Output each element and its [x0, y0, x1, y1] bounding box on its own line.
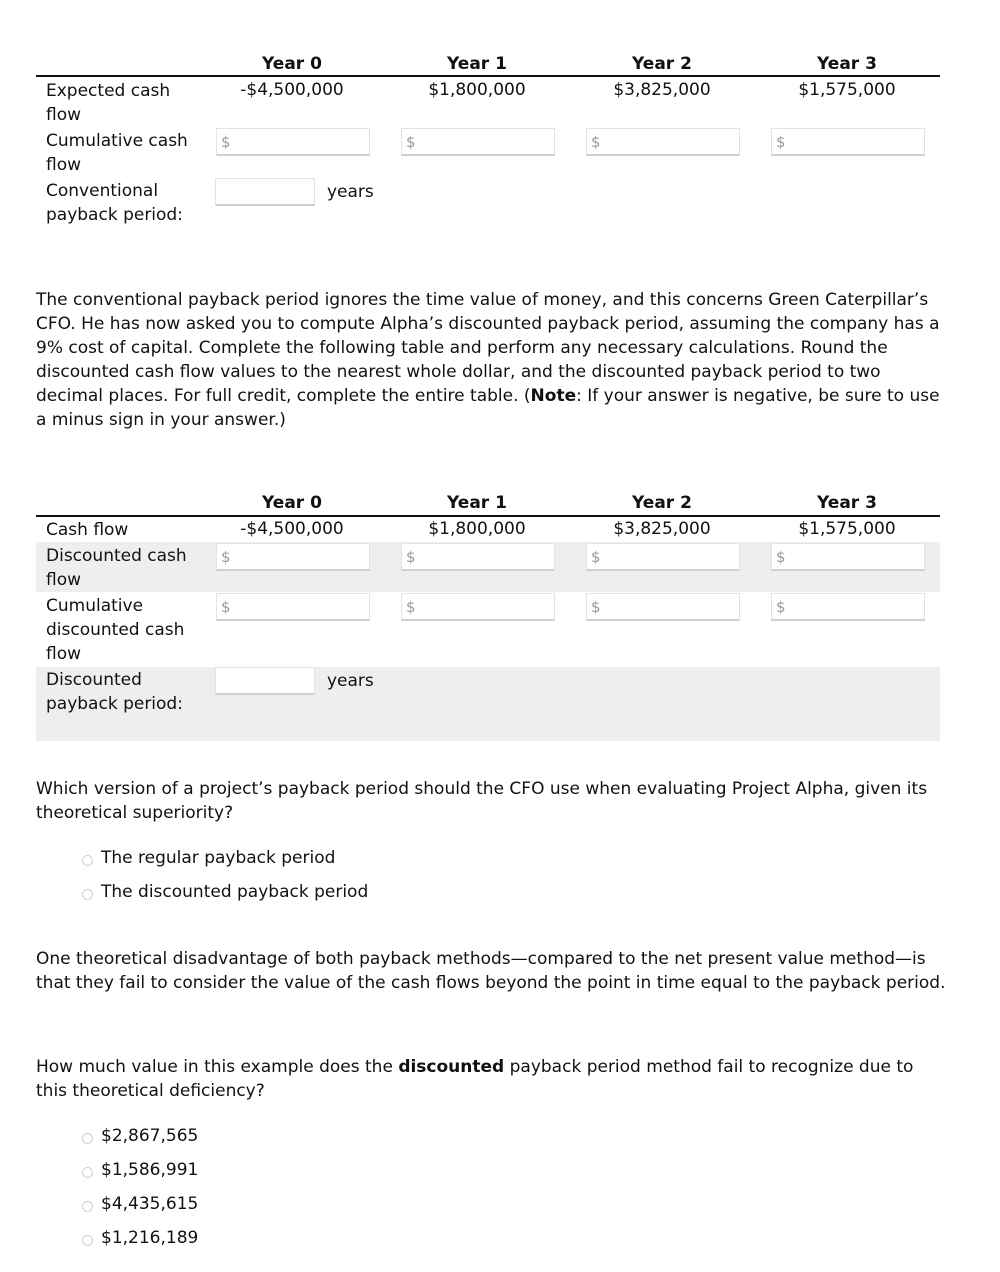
dollar-prefix: $	[591, 133, 601, 151]
cumulative-cash-flow-year-1-input[interactable]	[401, 128, 555, 156]
expected-cash-flow-year-3: $1,575,000	[798, 80, 896, 100]
radio-button-icon[interactable]	[82, 1133, 93, 1144]
cumulative-discounted-year-1-input[interactable]	[401, 593, 555, 621]
header-year-0: Year 0	[262, 493, 322, 513]
dollar-prefix: $	[406, 548, 416, 566]
cash-flow-year-1: $1,800,000	[428, 519, 526, 539]
instructions-paragraph	[36, 288, 946, 432]
cash-flow-year-3: $1,575,000	[798, 519, 896, 539]
dollar-prefix: $	[221, 598, 231, 616]
row-label-cumulative-discounted: Cumulative discounted cash flow	[46, 596, 185, 664]
row-label-discounted-cash-flow: Discounted cash flow	[46, 546, 187, 590]
question-unrecognized-value	[36, 1055, 946, 1103]
header-year-0: Year 0	[262, 54, 322, 74]
expected-cash-flow-year-1: $1,800,000	[428, 80, 526, 100]
option-value-4[interactable]	[82, 1228, 198, 1248]
question-text: How much value in this example does the	[36, 1057, 399, 1077]
dollar-prefix: $	[776, 598, 786, 616]
discounted-payback-unit: years	[327, 671, 374, 691]
header-year-1: Year 1	[447, 54, 507, 74]
dollar-prefix: $	[221, 133, 231, 151]
cash-flow-year-2: $3,825,000	[613, 519, 711, 539]
question-payback-version: Which version of a project’s payback period should the CFO use when evaluating Project Alpha, given its theoretical superiority?	[36, 779, 928, 823]
instructions-note-text: : If your answer is negative, be sure to use a minus sign in your answer.)	[36, 386, 940, 430]
row-label-discounted-payback: Discounted payback period:	[46, 670, 183, 714]
row-label-expected-cash-flow: Expected cash flow	[46, 81, 171, 125]
header-rule	[36, 75, 940, 77]
instructions-text: The conventional payback period ignores the time value of money, and this concerns Green Caterpillar’s CFO. He has now asked you to compute Alpha’s discounted payback period, assuming the company has a 9% cost of capital. Complete the following table and perform any necessary calculations. Round the discounted cash flow values to the nearest whole dollar, and the discounted payback period to two decimal places. For full credit, complete the entire table. (	[36, 290, 940, 406]
cumulative-cash-flow-year-2-input[interactable]	[586, 128, 740, 156]
radio-button-icon[interactable]	[82, 889, 93, 900]
discounted-cash-flow-year-0-input[interactable]	[216, 543, 370, 571]
dollar-prefix: $	[591, 598, 601, 616]
option-label: The regular payback period	[101, 848, 336, 868]
option-label: $4,435,615	[101, 1194, 199, 1214]
conventional-payback-unit: years	[327, 182, 374, 202]
option-label: $1,216,189	[101, 1228, 199, 1248]
option-value-1[interactable]	[82, 1126, 198, 1146]
header-year-2: Year 2	[632, 493, 692, 513]
radio-button-icon[interactable]	[82, 1167, 93, 1178]
cumulative-discounted-year-3-input[interactable]	[771, 593, 925, 621]
cumulative-discounted-year-0-input[interactable]	[216, 593, 370, 621]
dollar-prefix: $	[776, 133, 786, 151]
discounted-cash-flow-year-2-input[interactable]	[586, 543, 740, 571]
disadvantage-paragraph: One theoretical disadvantage of both payback methods—compared to the net present value method—is that they fail to consider the value of the cash flows beyond the point in time equal to the payback period.	[36, 949, 946, 993]
radio-button-icon[interactable]	[82, 855, 93, 866]
dollar-prefix: $	[406, 598, 416, 616]
expected-cash-flow-year-2: $3,825,000	[613, 80, 711, 100]
cash-flow-year-0: -$4,500,000	[240, 519, 344, 539]
conventional-payback-input[interactable]	[215, 178, 315, 206]
header-year-3: Year 3	[817, 54, 877, 74]
radio-button-icon[interactable]	[82, 1201, 93, 1212]
header-rule	[36, 515, 940, 517]
dollar-prefix: $	[221, 548, 231, 566]
row-label-conventional-payback: Conventional payback period:	[46, 181, 183, 225]
question-text-end: payback period method fail to recognize due to this theoretical deficiency?	[36, 1057, 914, 1101]
radio-button-icon[interactable]	[82, 1235, 93, 1246]
row-label-cash-flow: Cash flow	[46, 520, 129, 540]
header-year-3: Year 3	[817, 493, 877, 513]
dollar-prefix: $	[406, 133, 416, 151]
dollar-prefix: $	[591, 548, 601, 566]
dollar-prefix: $	[776, 548, 786, 566]
note-label: Note	[530, 386, 577, 406]
option-regular-payback[interactable]	[82, 848, 335, 868]
question-bold-term: discounted	[398, 1057, 505, 1077]
option-label: $1,586,991	[101, 1160, 199, 1180]
cumulative-cash-flow-year-3-input[interactable]	[771, 128, 925, 156]
discounted-cash-flow-year-1-input[interactable]	[401, 543, 555, 571]
header-year-1: Year 1	[447, 493, 507, 513]
header-year-2: Year 2	[632, 54, 692, 74]
cumulative-discounted-year-2-input[interactable]	[586, 593, 740, 621]
option-value-2[interactable]	[82, 1160, 198, 1180]
cumulative-cash-flow-year-0-input[interactable]	[216, 128, 370, 156]
option-discounted-payback[interactable]	[82, 882, 368, 902]
expected-cash-flow-year-0: -$4,500,000	[240, 80, 344, 100]
discounted-cash-flow-year-3-input[interactable]	[771, 543, 925, 571]
row-label-cumulative-cash-flow: Cumulative cash flow	[46, 131, 188, 175]
option-value-3[interactable]	[82, 1194, 198, 1214]
option-label: The discounted payback period	[101, 882, 369, 902]
discounted-payback-input[interactable]	[215, 667, 315, 695]
option-label: $2,867,565	[101, 1126, 199, 1146]
